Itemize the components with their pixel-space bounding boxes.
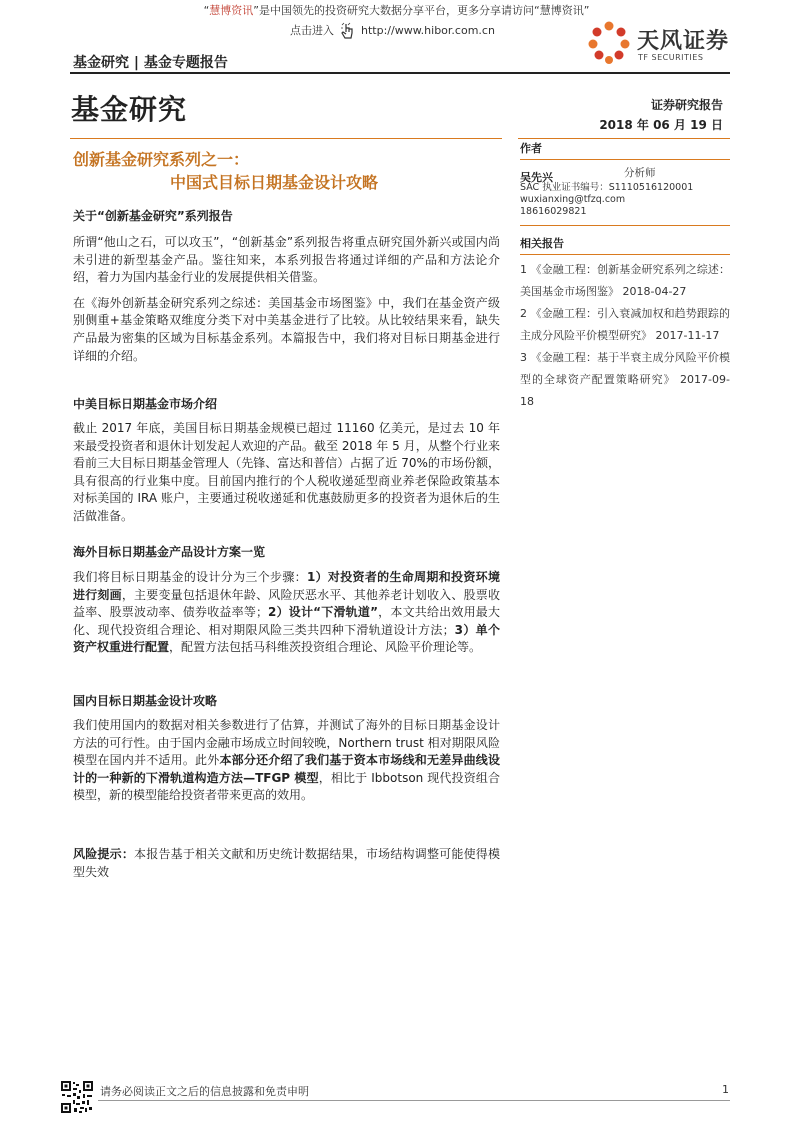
bold-text-run: 3）单个资产权重进行配置	[73, 622, 500, 655]
author-sac-id: SAC 执业证书编号：S1110516120001	[520, 182, 694, 193]
paragraph	[73, 717, 500, 805]
report-subtitle-series: 创新基金研究系列之一：	[73, 150, 250, 169]
report-type: 证券研究报告	[650, 98, 723, 112]
banner-link-line	[290, 22, 495, 40]
bold-text-run: 本部分还介绍了我们基于资本市场线和无差异曲线设计的一种新的下滑轨道构造方法—TFGP 模型	[73, 753, 500, 785]
author-label: 作者	[520, 142, 542, 155]
risk-text: 本报告基于相关文献和历史统计数据结果，市场结构调整可能使得模型失效	[73, 847, 500, 879]
tf-logo-mark-icon	[587, 20, 631, 64]
header-divider	[70, 72, 730, 74]
banner-quote-open: “	[203, 4, 210, 17]
banner-url-link[interactable]: http://www.hibor.com.cn	[361, 24, 495, 37]
paragraph	[73, 234, 500, 287]
section-heading-about: 关于“创新基金研究”系列报告	[73, 209, 233, 223]
text-run: ，主要变量包括退休年龄、风险厌恶水平、其他养老计划收入、股票收益率、股票波动率、债券收益率等；	[73, 587, 500, 620]
text-run: 我们使用国内的数据对相关参数进行了估算，并测试了海外的目标日期基金设计方法的可行性。由于国内金融市场成立时间较晚，Northern trust 相对期限风险模型在国内并不适用。此外	[73, 718, 500, 768]
paragraph	[73, 569, 500, 657]
text-run: ，本文共给出效用最大化、现代投资组合理论、相对期限风险三类共四种下滑轨道设计方法；	[73, 605, 500, 637]
related-reports-block	[520, 225, 730, 413]
banner-brand-link[interactable]: 慧博资讯	[209, 4, 254, 17]
logo-english-name: TF SECURITIES	[638, 53, 704, 62]
text-run: 所谓“他山之石，可以攻玉”，“创新基金”系列报告将重点研究国外新兴或国内尚未引进的新型基金产品。鉴往知来，本系列报告将通过详细的产品和方法论介绍，着力为国内基金行业的发展提供相关借鉴。	[73, 235, 500, 285]
section-heading-market: 中美目标日期基金市场介绍	[73, 397, 218, 411]
author-email[interactable]: wuxianxing@tfzq.com	[520, 194, 626, 205]
qr-code-icon	[60, 1080, 94, 1114]
author-block	[520, 140, 730, 218]
section-body-overseas-design	[73, 569, 500, 657]
report-date: 2018 年 06 月 19 日	[599, 118, 723, 132]
page-number: 1	[722, 1083, 729, 1096]
text-run: 截止 2017 年底，美国目标日期基金规模已超过 11160 亿美元，是过去 10 年来最受投资者和退休计划发起人欢迎的产品。截至 2018 年 5 月，从整个行业来看前三大目标日期基金管理人（先锋、富达和普信）占据了近 70%的市场份额，具有很高的行业集中度。目前国内推行的个人税收递延型商业养老保险政策基本对标美国的 IRA 账户，主要通过税收递延和优惠鼓励更多的投资者为退休后的生活做准备。	[73, 421, 500, 523]
related-item[interactable]: 2 《金融工程：引入衰减加权和趋势跟踪的主成分风险平价模型研究》 2017-11-17	[520, 307, 730, 342]
related-divider	[520, 254, 730, 255]
section-body-about	[73, 234, 500, 365]
risk-label: 风险提示：	[73, 847, 135, 861]
breadcrumb: 基金研究 | 基金专题报告	[73, 55, 228, 71]
text-run: 在《海外创新基金研究系列之综述：美国基金市场图鉴》中，我们在基金资产级别侧重+基金策略双维度分类下对中美基金进行了比较。从比较结果来看，缺失产品最为密集的区域为目标基金系列。本篇报告中，我们将对目标日期基金进行详细的介绍。	[73, 295, 500, 363]
paragraph	[73, 420, 500, 526]
pointer-hand-icon	[340, 22, 356, 40]
text-run: 我们将目标日期基金的设计分为三个步骤：	[73, 570, 307, 584]
paragraph	[73, 295, 500, 365]
author-divider	[520, 159, 730, 160]
footer-disclaimer: 请务必阅读正文之后的信息披露和免责申明	[100, 1085, 309, 1098]
bold-text-run: 2）设计“下滑轨道”	[268, 605, 378, 620]
section-body-market	[73, 420, 500, 526]
text-run: ，相比于 Ibbotson 现代投资组合模型，新的模型能给投资者带来更高的效用。	[73, 770, 500, 803]
author-role: 分析师	[624, 167, 656, 179]
title-divider-right	[518, 138, 730, 139]
author-row	[520, 166, 730, 184]
tf-securities-logo	[587, 20, 737, 68]
related-top-divider	[520, 225, 730, 226]
section-body-domestic-design	[73, 717, 500, 805]
bold-text-run: 1）对投资者的生命周期和投资环境进行刻画	[73, 570, 500, 602]
related-item[interactable]: 1 《金融工程：创新基金研究系列之综述：美国基金市场图鉴》 2018-04-27	[520, 263, 730, 298]
section-heading-overseas-design: 海外目标日期基金产品设计方案一览	[73, 545, 266, 559]
page-title: 基金研究	[71, 93, 188, 126]
logo-chinese-name: 天风证券	[637, 29, 730, 54]
title-divider-left	[70, 138, 502, 139]
risk-warning	[73, 846, 500, 881]
author-phone: 18616029821	[520, 206, 587, 217]
section-heading-domestic-design: 国内目标日期基金设计攻略	[73, 694, 218, 708]
banner-text: ”是中国领先的投资研究大数据分享平台，更多分享请访问“慧博资讯”	[253, 4, 590, 17]
related-item[interactable]: 3 《金融工程：基于半衰主成分风险平价模型的全球资产配置策略研究》 2017-09-18	[520, 351, 730, 408]
author-name: 吴先兴	[520, 171, 553, 184]
banner-click-label: 点击进入	[290, 24, 334, 37]
text-run: ，配置方法包括马科维茨投资组合理论、风险平价理论等。	[169, 640, 482, 655]
related-label: 相关报告	[520, 237, 564, 250]
footer-divider	[98, 1100, 730, 1101]
report-subtitle-main: 中国式目标日期基金设计攻略	[170, 173, 379, 192]
source-banner	[0, 3, 793, 19]
